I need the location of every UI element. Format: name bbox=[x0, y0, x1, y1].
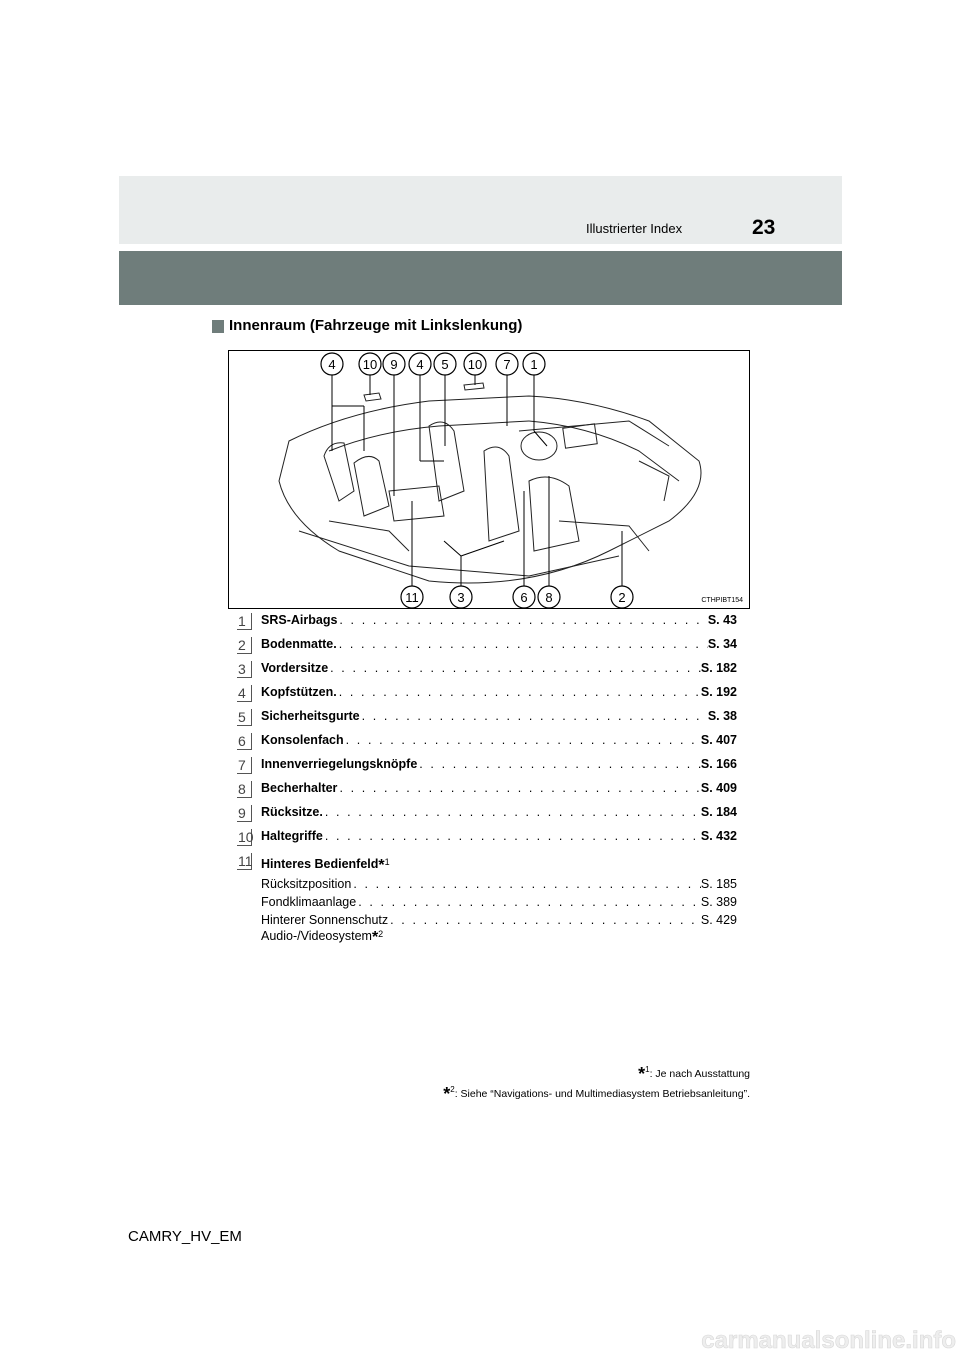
list-item bbox=[237, 613, 737, 633]
subitem-label: Fondklimaanlage bbox=[261, 895, 357, 909]
item-number-badge: 2 bbox=[237, 637, 252, 654]
callout-bottom-1: 11 bbox=[405, 590, 419, 605]
item-number-badge: 5 bbox=[237, 709, 252, 726]
item-number-badge: 3 bbox=[237, 661, 252, 678]
item-number-badge: 4 bbox=[237, 685, 252, 702]
footnote-ref: 2 bbox=[378, 929, 384, 939]
callouts-bottom bbox=[401, 586, 633, 608]
list-item bbox=[237, 685, 737, 705]
callout-bottom-5: 2 bbox=[618, 590, 626, 605]
item-label: Vordersitze bbox=[261, 661, 329, 675]
callout-bottom-4: 8 bbox=[545, 590, 553, 605]
list-item bbox=[237, 733, 737, 753]
footnote-1 bbox=[443, 1062, 750, 1082]
footnote-2 bbox=[443, 1082, 750, 1102]
header-band bbox=[119, 176, 842, 244]
watermark-logo bbox=[580, 1322, 960, 1358]
leader-dots bbox=[356, 895, 701, 909]
leader-dots bbox=[323, 829, 701, 843]
item-label: Becherhalter bbox=[261, 781, 338, 795]
callout-top-5: 5 bbox=[441, 357, 449, 372]
page-number: 23 bbox=[752, 216, 776, 239]
leader-dots bbox=[351, 877, 701, 891]
list-item bbox=[237, 805, 737, 825]
leader-dots bbox=[360, 709, 708, 723]
figure-code: CTHPIBT154 bbox=[701, 597, 743, 604]
item-number-badge: 7 bbox=[237, 757, 252, 774]
callout-top-2: 10 bbox=[362, 357, 378, 372]
subitem-page-ref: S. 389 bbox=[700, 895, 737, 909]
list-item bbox=[237, 781, 737, 801]
leader-dots bbox=[337, 685, 701, 699]
item-number-badge: 1 bbox=[237, 613, 252, 630]
item-page-ref: S. 409 bbox=[700, 781, 737, 795]
item-number-badge: 8 bbox=[237, 781, 252, 798]
footnote-text: : Je nach Ausstattung bbox=[649, 1068, 750, 1080]
item-page-ref: S. 432 bbox=[700, 829, 737, 843]
callouts-top bbox=[321, 353, 545, 375]
item-label: SRS-Airbags bbox=[261, 613, 338, 627]
item-label: Bodenmatte. bbox=[261, 637, 337, 651]
callout-top-1: 4 bbox=[328, 357, 336, 372]
subitem-label: Rücksitzposition bbox=[261, 877, 352, 891]
leader-dots bbox=[388, 913, 701, 927]
footnotes bbox=[443, 1062, 750, 1102]
list-item bbox=[237, 661, 737, 681]
subitem-page-ref: S. 185 bbox=[700, 877, 737, 891]
item-label: Sicherheitsgurte bbox=[261, 709, 360, 723]
document-id: CAMRY_HV_EM bbox=[128, 1228, 242, 1245]
item-page-ref: S. 407 bbox=[700, 733, 737, 747]
footnote-ref: 1 bbox=[384, 857, 390, 867]
footnote-number: 2 bbox=[450, 1085, 455, 1094]
item-page-ref: S. 192 bbox=[700, 685, 737, 699]
item-page-ref: S. 34 bbox=[707, 637, 737, 651]
item-label: Rücksitze. bbox=[261, 805, 323, 819]
subitem-label: Hinterer Sonnenschutz bbox=[261, 913, 389, 927]
watermark-text: carmanualsonline.info bbox=[701, 1327, 956, 1354]
item-label: Konsolenfach bbox=[261, 733, 344, 747]
item-page-ref: S. 43 bbox=[707, 613, 737, 627]
item-label: Kopfstützen. bbox=[261, 685, 337, 699]
callout-bottom-3: 6 bbox=[520, 590, 528, 605]
callout-bottom-2: 3 bbox=[457, 590, 465, 605]
item-label: Haltegriffe bbox=[261, 829, 323, 843]
header-bar bbox=[119, 251, 842, 305]
footnote-text: : Siehe “Navigations- und Multimediasystem Betriebsanleitung”. bbox=[454, 1088, 750, 1100]
section-name: Illustrierter Index bbox=[586, 221, 683, 236]
footnote-star: * bbox=[443, 1084, 451, 1104]
car-interior-illustration bbox=[229, 351, 749, 608]
leader-dots bbox=[337, 781, 700, 795]
list-item bbox=[237, 709, 737, 729]
interior-figure bbox=[228, 350, 750, 609]
callout-top-7: 7 bbox=[503, 357, 511, 372]
callout-top-4: 4 bbox=[416, 357, 424, 372]
item-label: Innenverriegelungsknöpfe bbox=[261, 757, 418, 771]
item-label: Hinteres Bedienfeld bbox=[261, 857, 379, 871]
section-marker-icon bbox=[212, 320, 224, 333]
item-number-badge: 11 bbox=[238, 853, 253, 869]
item-page-ref: S. 38 bbox=[707, 709, 737, 723]
list-item bbox=[237, 757, 737, 777]
list-item bbox=[237, 853, 737, 953]
list-item bbox=[237, 637, 737, 657]
item-number-badge: 6 bbox=[237, 733, 252, 750]
item-page-ref: S. 184 bbox=[700, 805, 737, 819]
callout-top-3: 9 bbox=[390, 357, 398, 372]
footnote-star: * bbox=[638, 1064, 646, 1084]
footnote-star: * bbox=[371, 929, 379, 946]
subitem-page-ref: S. 429 bbox=[700, 913, 737, 927]
item-number-badge: 9 bbox=[237, 805, 252, 822]
leader-dots bbox=[323, 805, 701, 819]
leader-dots bbox=[328, 661, 701, 675]
leader-dots bbox=[337, 637, 708, 651]
section-title: Innenraum (Fahrzeuge mit Linkslenkung) bbox=[229, 317, 523, 334]
leader-dots bbox=[417, 757, 701, 771]
item-page-ref: S. 166 bbox=[700, 757, 737, 771]
list-item bbox=[237, 829, 737, 849]
callout-top-6: 10 bbox=[467, 357, 483, 372]
footnote-number: 1 bbox=[645, 1065, 650, 1074]
callout-top-8: 1 bbox=[530, 357, 538, 372]
leader-dots bbox=[337, 613, 707, 627]
item-number-badge: 10 bbox=[238, 829, 254, 845]
footnote-star: * bbox=[378, 857, 385, 874]
item-page-ref: S. 182 bbox=[700, 661, 737, 675]
subitem-label: Audio-/Videosystem bbox=[261, 929, 372, 943]
leader-dots bbox=[344, 733, 701, 747]
